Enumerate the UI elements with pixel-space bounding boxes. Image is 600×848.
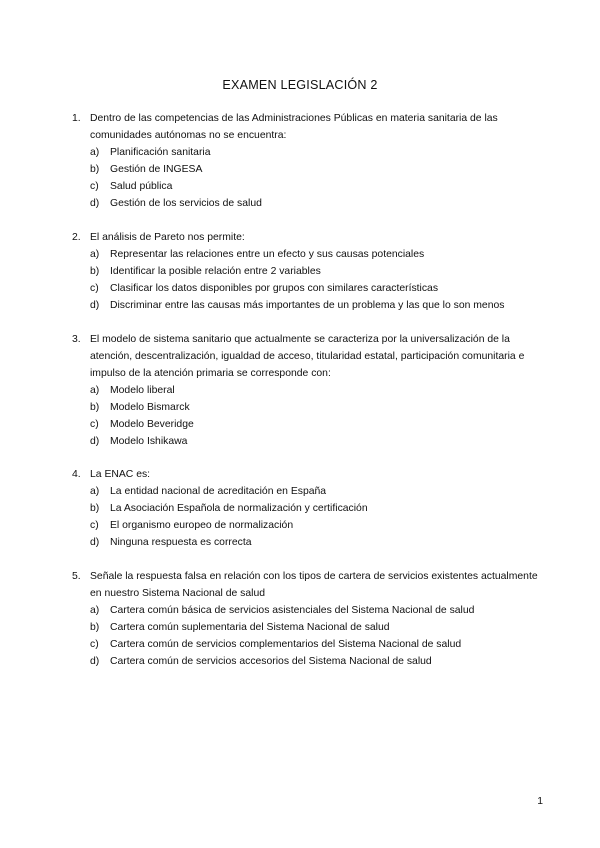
option-text: El organismo europeo de normalización <box>110 520 294 531</box>
answer-option-b <box>90 263 547 280</box>
answer-options <box>90 483 547 551</box>
question-text: La ENAC es: <box>90 469 151 480</box>
answer-option-a <box>90 144 547 161</box>
option-letter: b) <box>90 503 100 514</box>
option-text: Modelo liberal <box>110 385 175 396</box>
option-letter: a) <box>90 249 100 260</box>
option-letter: c) <box>90 520 99 531</box>
answer-options <box>90 144 547 212</box>
option-text: Modelo Bismarck <box>110 402 190 413</box>
option-text: Planificación sanitaria <box>110 147 211 158</box>
question-number: 1. <box>72 113 81 124</box>
answer-option-d <box>90 653 547 670</box>
answer-option-c <box>90 280 547 297</box>
option-letter: c) <box>90 419 99 430</box>
option-letter: c) <box>90 283 99 294</box>
option-letter: d) <box>90 436 100 447</box>
option-text: Gestión de INGESA <box>110 164 203 175</box>
answer-option-c <box>90 416 547 433</box>
option-text: Ninguna respuesta es correcta <box>110 537 252 548</box>
answer-option-c <box>90 636 547 653</box>
page-title: EXAMEN LEGISLACIÓN 2 <box>222 78 378 92</box>
answer-option-b <box>90 399 547 416</box>
answer-option-d <box>90 195 547 212</box>
option-letter: b) <box>90 164 100 175</box>
option-text: Representar las relaciones entre un efecto y sus causas potenciales <box>110 249 425 260</box>
option-letter: d) <box>90 537 100 548</box>
answer-option-d <box>90 433 547 450</box>
question-header <box>72 110 547 144</box>
question-header <box>72 331 547 382</box>
option-text: Modelo Ishikawa <box>110 436 188 447</box>
page-number: 1 <box>537 796 543 807</box>
question-header <box>72 466 547 483</box>
option-text: Salud pública <box>110 181 173 192</box>
option-letter: a) <box>90 605 100 616</box>
question-number: 2. <box>72 232 81 243</box>
option-letter: a) <box>90 486 100 497</box>
question-number: 4. <box>72 469 81 480</box>
question-header <box>72 229 547 246</box>
question-1 <box>72 110 547 212</box>
option-letter: a) <box>90 385 100 396</box>
option-text: Gestión de los servicios de salud <box>110 198 262 209</box>
option-letter: b) <box>90 622 100 633</box>
option-letter: c) <box>90 181 99 192</box>
question-2 <box>72 229 547 314</box>
answer-option-c <box>90 517 547 534</box>
option-letter: b) <box>90 266 100 277</box>
answer-option-b <box>90 619 547 636</box>
option-letter: b) <box>90 402 100 413</box>
answer-option-c <box>90 178 547 195</box>
option-letter: d) <box>90 198 100 209</box>
answer-option-b <box>90 500 547 517</box>
option-text: La entidad nacional de acreditación en España <box>110 486 327 497</box>
answer-option-a <box>90 382 547 399</box>
option-letter: d) <box>90 656 100 667</box>
option-text: Cartera común de servicios accesorios del Sistema Nacional de salud <box>110 656 432 667</box>
option-text: La Asociación Española de normalización y certificación <box>110 503 368 514</box>
answer-option-d <box>90 297 547 314</box>
option-text: Identificar la posible relación entre 2 variables <box>110 266 321 277</box>
question-4 <box>72 466 547 551</box>
question-number: 3. <box>72 334 81 345</box>
option-text: Discriminar entre las causas más importantes de un problema y las que lo son menos <box>110 300 505 311</box>
option-letter: c) <box>90 639 99 650</box>
answer-option-a <box>90 602 547 619</box>
option-text: Cartera común básica de servicios asistenciales del Sistema Nacional de salud <box>110 605 475 616</box>
option-text: Cartera común suplementaria del Sistema Nacional de salud <box>110 622 390 633</box>
question-text: El modelo de sistema sanitario que actualmente se caracteriza por la universalización de la atención, descentralización, igualdad de acceso, titularidad estatal, participación comunitaria e impulso de la atención primaria se corresponde con: <box>90 334 525 379</box>
question-3 <box>72 331 547 450</box>
answer-option-d <box>90 534 547 551</box>
option-letter: a) <box>90 147 100 158</box>
answer-options <box>90 246 547 314</box>
answer-options <box>90 382 547 450</box>
question-text: El análisis de Pareto nos permite: <box>90 232 245 243</box>
answer-option-a <box>90 246 547 263</box>
question-text: Dentro de las competencias de las Administraciones Públicas en materia sanitaria de las comunidades autónomas no se encuentra: <box>90 113 498 141</box>
answer-option-a <box>90 483 547 500</box>
option-text: Cartera común de servicios complementarios del Sistema Nacional de salud <box>110 639 462 650</box>
option-text: Clasificar los datos disponibles por grupos con similares características <box>110 283 439 294</box>
answer-option-b <box>90 161 547 178</box>
question-header <box>72 568 547 602</box>
option-text: Modelo Beveridge <box>110 419 194 430</box>
question-number: 5. <box>72 571 81 582</box>
question-5 <box>72 568 547 670</box>
answer-options <box>90 602 547 670</box>
question-text: Señale la respuesta falsa en relación con los tipos de cartera de servicios existentes actualmente en nuestro Sistema Nacional de salud <box>90 571 538 599</box>
option-letter: d) <box>90 300 100 311</box>
